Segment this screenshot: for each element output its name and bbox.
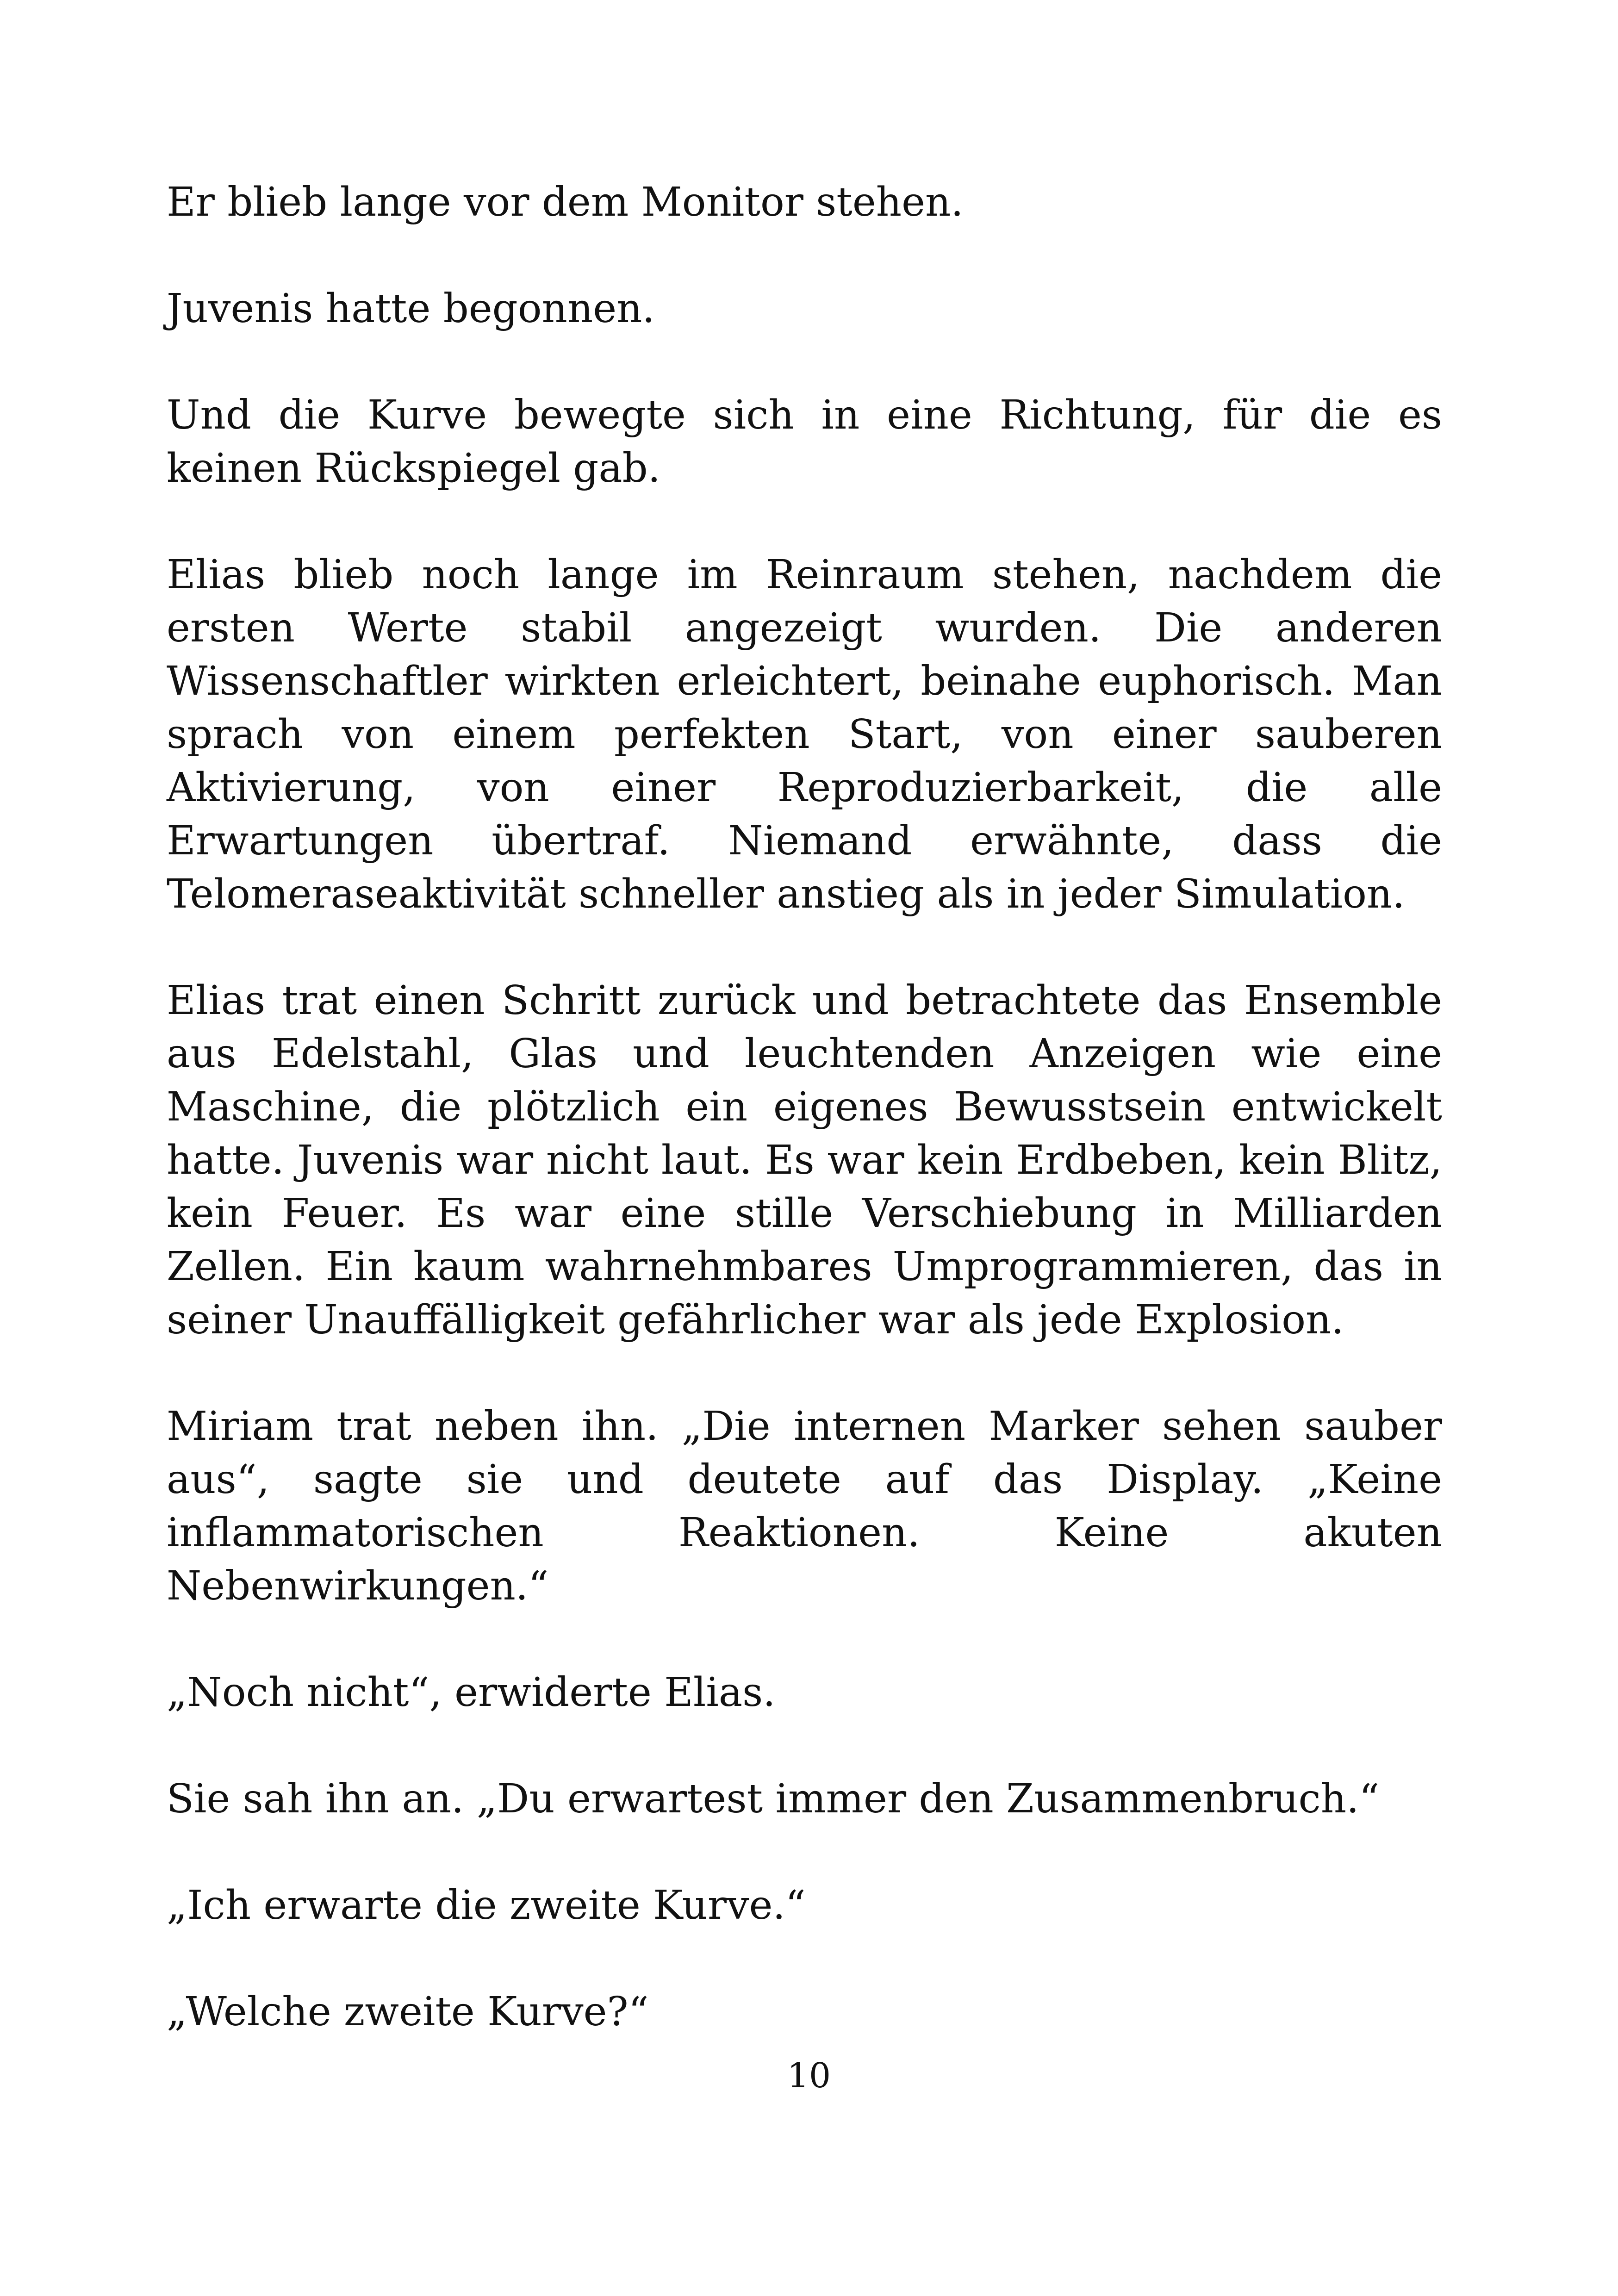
paragraph-7: „Noch nicht“, erwiderte Elias. bbox=[167, 1669, 776, 1716]
page-number: 10 bbox=[787, 2056, 831, 2096]
paragraph-5: Elias trat einen Schritt zurück und betrachtete das Ensemble aus Edelstahl, Glas und leuchtenden Anzeigen wie eine Maschine, die plötzlich ein eigenes Bewusstsein entwickelt hatte. Juvenis war nicht laut. Es war kein Erdbeben, kein Blitz, kein Feuer. Es war eine stille Verschiebung in Milliarden Zellen. Ein kaum wahrnehmbares Umprogrammieren, das in seiner Unauffälligkeit gefährlicher war als jede Explosion. bbox=[167, 977, 1442, 1343]
paragraph-4: Elias blieb noch lange im Reinraum stehen, nachdem die ersten Werte stabil angezeigt wurden. Die anderen Wissenschaftler wirkten erleichtert, beinahe euphorisch. Man sprach von einem perfekten Start, von einer sauberen Aktivierung, von einer Reproduzierbarkeit, die alle Erwartungen übertraf. Niemand erwähnte, dass die Telomeraseaktivität schneller anstieg als in jeder Simulation. bbox=[167, 552, 1442, 917]
paragraph-9: „Ich erwarte die zweite Kurve.“ bbox=[167, 1882, 806, 1929]
paragraph-10: „Welche zweite Kurve?“ bbox=[167, 1989, 649, 2035]
paragraph-8: Sie sah ihn an. „Du erwartest immer den Zusammenbruch.“ bbox=[167, 1776, 1380, 1822]
paragraph-6: Miriam trat neben ihn. „Die internen Marker sehen sauber aus“, sagte sie und deutete auf das Display. „Keine inflammatorischen Reaktionen. Keine akuten Nebenwirkungen.“ bbox=[167, 1403, 1442, 1609]
body-text bbox=[167, 176, 1442, 2039]
paragraph-3: Und die Kurve bewegte sich in eine Richtung, für die es keinen Rückspiegel gab. bbox=[167, 392, 1442, 492]
paragraph-1: Er blieb lange vor dem Monitor stehen. bbox=[167, 179, 964, 225]
paragraph-2: Juvenis hatte begonnen. bbox=[167, 286, 655, 332]
